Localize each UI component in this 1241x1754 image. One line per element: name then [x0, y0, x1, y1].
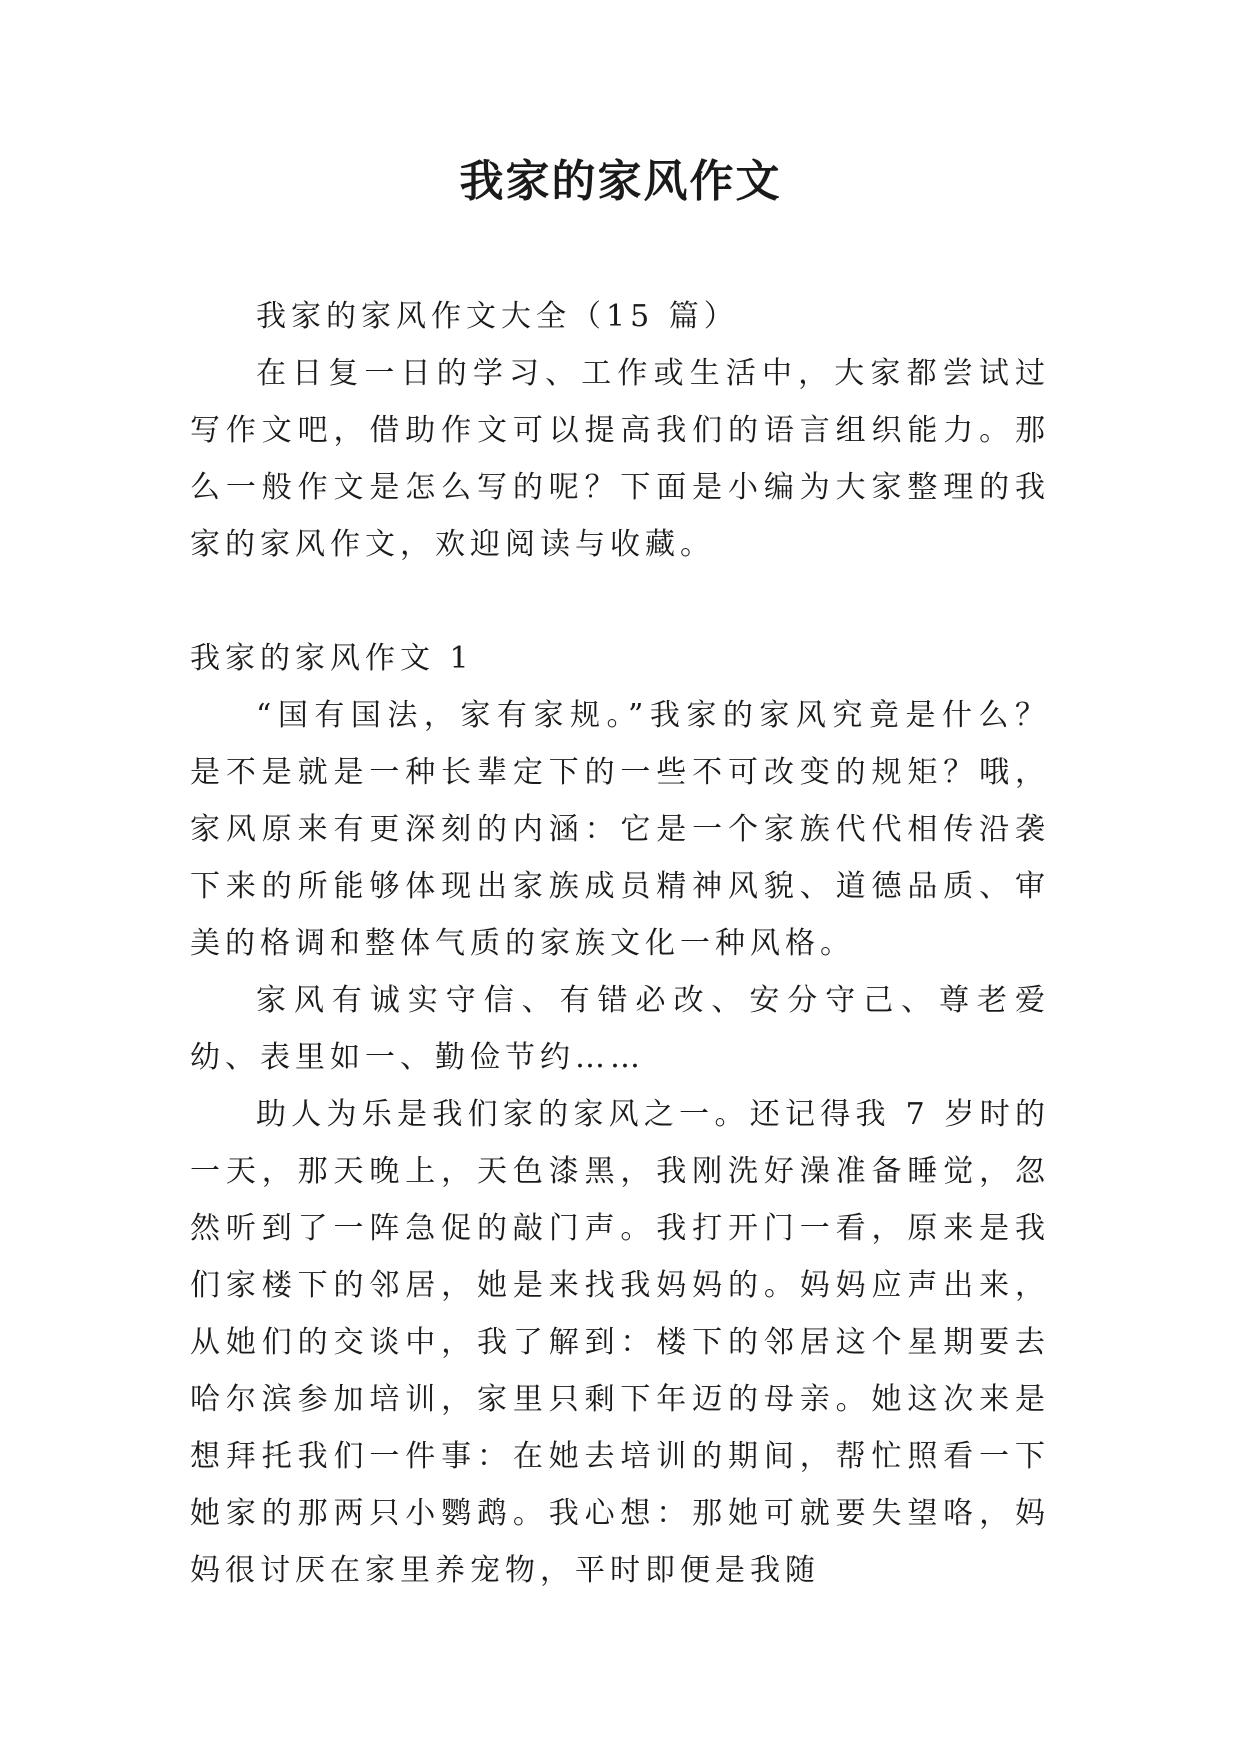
document-title: 我家的家风作文	[459, 156, 782, 207]
document-subtitle: 我家的家风作文大全（15 篇）	[256, 299, 739, 334]
document-body	[190, 288, 1050, 1599]
intro-paragraph: 在日复一日的学习、工作或生活中，大家都尝试过写作文吧，借助作文可以提高我们的语言组织能力。那么一般作文是怎么写的呢？下面是小编为大家整理的我家的家风作文，欢迎阅读与收藏。	[190, 356, 1050, 562]
section-heading: 我家的家风作文 1	[190, 641, 474, 676]
body-paragraph: “国有国法，家有家规。”我家的家风究竟是什么？是不是就是一种长辈定下的一些不可改变的规矩？哦，家风原来有更深刻的内涵：它是一个家族代代相传沿袭下来的所能够体现出家族成员精神风貌、道德品质、审美的格调和整体气质的家族文化一种风格。	[190, 698, 1050, 961]
body-paragraph: 助人为乐是我们家的家风之一。还记得我 7 岁时的一天，那天晚上，天色漆黑，我刚洗好澡准备睡觉，忽然听到了一阵急促的敲门声。我打开门一看，原来是我们家楼下的邻居，她是来找我妈妈的。妈妈应声出来，从她们的交谈中，我了解到：楼下的邻居这个星期要去哈尔滨参加培训，家里只剩下年迈的母亲。她这次来是想拜托我们一件事：在她去培训的期间，帮忙照看一下她家的那两只小鹦鹉。我心想：那她可就要失望咯，妈妈很讨厌在家里养宠物，平时即便是我随	[190, 1097, 1050, 1588]
body-paragraph: 家风有诚实守信、有错必改、安分守己、尊老爱幼、表里如一、勤俭节约……	[190, 983, 1050, 1075]
